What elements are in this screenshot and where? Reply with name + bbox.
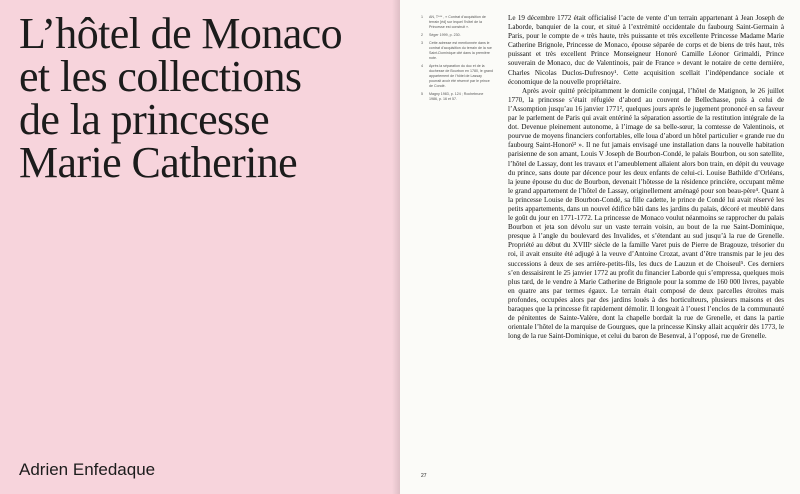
footnote: [421, 41, 493, 61]
chapter-title: [19, 9, 389, 187]
body-text: [508, 14, 784, 341]
title-line: et les collections: [19, 52, 302, 101]
footnote: [421, 33, 493, 38]
footnote-number: 1: [421, 15, 423, 19]
title-line: de la princesse: [19, 95, 269, 144]
author-name: Adrien Enfedaque: [19, 460, 156, 479]
footnote-number: 5: [421, 92, 423, 96]
footnotes-column: [421, 15, 493, 105]
footnote-text: AN, T*** , « Contrat d’acquisition de terrain [éd] sur lequel l’hôtel de la Princesse est construit ».: [429, 15, 486, 29]
footnote-number: 3: [421, 41, 423, 45]
footnote: [421, 92, 493, 102]
footnote: [421, 64, 493, 89]
footnote-number: 4: [421, 64, 423, 68]
footnote-number: 2: [421, 33, 423, 37]
footnote-text: Après la séparation du duc et de la duchesse de Bourbon en 1780, le grand appartement de l’hôtel de Lassay pourrait avoir été réservé par le prince de Condé.: [429, 64, 493, 88]
footnote-text: Séger 1999, p. 230.: [429, 33, 461, 37]
footnote: [421, 15, 493, 30]
footnote-text: Cette adresse est mentionnée dans le contrat d’acquisition du terrain de la rue Saint-Dominique cité dans la première note.: [429, 41, 492, 60]
footnote-text: Magny 1983, p. 124 ; Rochebrune 1986, p. 16 et 57.: [429, 92, 484, 101]
title-line: Marie Catherine: [19, 138, 298, 187]
paragraph: Le 19 décembre 1772 était officialisé l’acte de vente d’un terrain appartenant à Jean Joseph de Laborde, banquier de la cour, et situé à l’extrémité occidentale du faubourg Saint-Germain à Paris, pour le compte de « très haute, très puissante et très excellente Princesse Madame Marie Catherine Brignole, Princesse de Monaco, épouse séparée de corps et de biens de très haut, très puissant et très excellent Prince Monseigneur Honoré Camille Léonor Grimaldi, Prince souverain de Monaco, duc de Valentinois, pair de France » devant le notaire de cette dernière, Charles Nicolas Duclos-Dufresnoy¹. Cette acquisition scellait l’indépendance sociale et économique de la nouvelle propriétaire.: [508, 14, 784, 86]
title-line: L’hôtel de Monaco: [19, 9, 342, 58]
page-number: 27: [421, 473, 427, 479]
paragraph: Après avoir quitté précipitamment le domicile conjugal, l’hôtel de Matignon, le 26 juillet 1770, la princesse s’était réfugiée d’abord au couvent de Bellechasse, puis à celui de l’Assomption jusqu’au 16 janvier 1771², quelques jours après le jugement prononcé en sa faveur par le parlement de Paris qui avait entériné la séparation assortie de la restitution intégrale de la dot. Devenue pleinement autonome, à l’image de sa belle-sœur, la comtesse de Valentinois, et pourvue de moyens financiers confortables, elle loua d’abord un hôtel particulier « grande rue du faubourg Saint-Honoré³ ». Il ne fut jamais envisagé une installation dans la nouvelle habitation parisienne de son amant, Louis V Joseph de Bourbon-Condé, le palais Bourbon, ou son satellite, l’hôtel de Lassay, dont les travaux et l’ameublement allaient alors bon train, en dépit du veuvage du prince, sans doute par décence pour les deux enfants de celui-ci. Louise Bathilde d’Orléans, la jeune épouse du duc de Bourbon, devenait l’hôtesse de la résidence princière, occupant même le grand appartement de l’hôtel de Lassay, originellement aménagé pour son beau-père⁴. Quant à la princesse Louise de Bourbon-Condé, sa fille cadette, le prince de Condé lui avait réservé les petits appartements, dans un nouvel édifice bâti dans les jardins du palais, décoré et meublé dans le goût du jour en 1771-1772. La princesse de Monaco voulut néanmoins se rapprocher du palais Bourbon et jeta son dévolu sur un vaste terrain voisin, au bout de la rue Saint-Dominique, presque à l’angle du boulevard des Invalides, et s’étendant au sud jusqu’à la rue de Grenelle. Propriété au début du XVIIIᵉ siècle de la famille Varet puis de Pierre de Bragouze, trésorier du roi, il avait ensuite été adjugé à la veuve d’Antoine Crozat, avant d’être transmis par le jeu des successions à deux de ses arrière-petits-fils, les ducs de Lauzun et de Choiseul⁵. Ces derniers s’en dessaisirent le 25 janvier 1772 au profit du financier Laborde qui s’empressa, quelques mois plus tard, de le vendre à Marie Catherine de Brignole pour la somme de 160 000 livres, payable en quatre ans par termes égaux. Le terrain était composé de deux parcelles étroites mais profondes, occupées alors par des jardins loués à des horticulteurs, plusieurs maisons et des baraques que la princesse fit rapidement démolir. Il longeait à l’ouest l’enclos de la communauté de pénitentes de Sainte-Valère, dont la chapelle bordait la rue de Grenelle, et dans la partie orientale l’hôtel de la marquise de Gourgues, que la princesse Kinsky allait acquérir dès 1773, le long de la rue Saint-Dominique, et celui du baron de Besenval, à l’opposé, rue de Grenelle.: [508, 86, 784, 341]
